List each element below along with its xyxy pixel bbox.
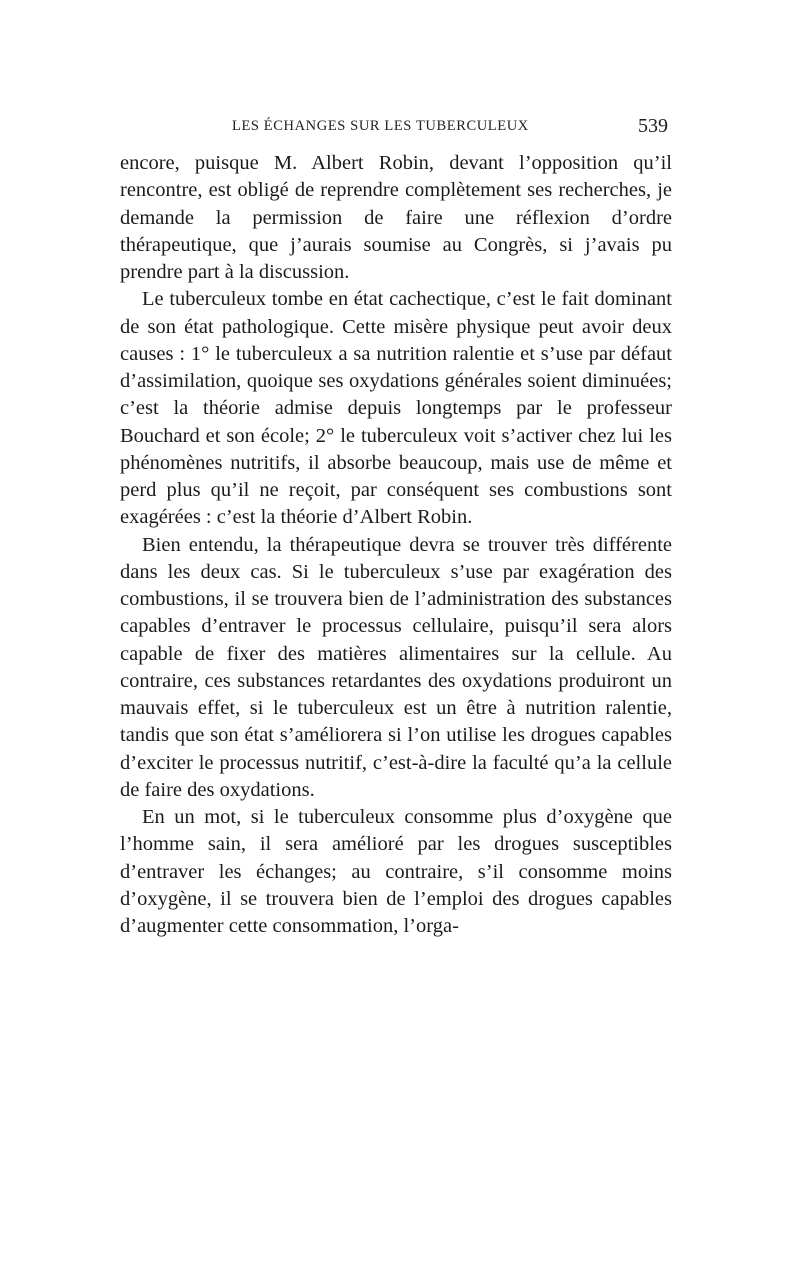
running-header [120,115,672,142]
page-number: 539 [638,115,668,137]
paragraph-2: Le tuberculeux tombe en état cachectique, c’est le fait dominant de son état pathologique. Cette misère physique peut avoir deux causes : 1° le tuberculeux a sa nutrition ralentie et s’use par défaut d’assimilation, quoique ses oxydations générales soient diminuées; c’est la théorie admise depuis longtemps par le professeur Bouchard et son école; 2° le tuberculeux voit s’activer chez lui les phénomènes nutritifs, il absorbe beaucoup, mais use de même et perd plus qu’il ne reçoit, par conséquent ses combustions sont exagérées : c’est la théorie d’Albert Robin. [120,288,672,529]
paragraph-1: encore, puisque M. Albert Robin, devant l’opposition qu’il rencontre, est obligé de reprendre complètement ses recherches, je demande la permission de faire une réflexion d’ordre thérapeutique, que j’aurais soumise au Congrès, si j’avais pu prendre part à la discussion. [120,152,672,283]
running-title: LES ÉCHANGES SUR LES TUBERCULEUX [232,118,529,134]
paragraph-4: En un mot, si le tuberculeux consomme plus d’oxygène que l’homme sain, il sera amélioré par les drogues susceptibles d’entraver les échanges; au contraire, s’il consomme moins d’oxygène, il se trouvera bien de l’emploi des drogues capables d’augmenter cette consommation, l’orga- [120,806,672,937]
paragraph-3: Bien entendu, la thérapeutique devra se trouver très différente dans les deux cas. Si le tuberculeux s’use par exagération des combustions, il se trouvera bien de l’administration des substances capables d’entraver le processus cellulaire, puisqu’il sera alors capable de fixer des matières alimentaires sur la cellule. Au contraire, ces substances retardantes des oxydations produiront un mauvais effet, si le tuberculeux est un être à nutrition ralentie, tandis que son état s’améliorera si l’on utilise les drogues capables d’exciter le processus nutritif, c’est-à-dire la faculté qu’a la cellule de faire des oxydations. [120,533,672,801]
body-text [120,150,672,940]
